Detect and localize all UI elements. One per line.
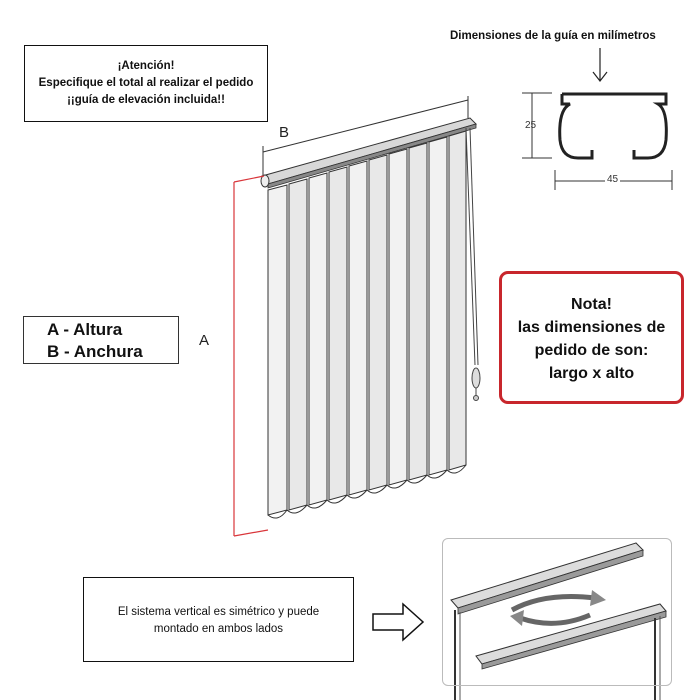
illustration-frame xyxy=(442,538,672,686)
note-title: Nota! xyxy=(571,296,612,313)
guide-height-value: 25 xyxy=(525,120,537,131)
width-label: B xyxy=(279,124,290,141)
guide-dimensions-title: Dimensiones de la guía en milímetros xyxy=(450,30,656,42)
attention-title: ¡Atención! xyxy=(117,60,175,72)
legend-height: A - Altura xyxy=(47,320,123,339)
guide-profile xyxy=(560,94,667,158)
guide-arrow xyxy=(593,48,607,81)
blind-slats xyxy=(268,131,466,518)
note-line-2: las dimensiones de xyxy=(517,319,666,336)
height-label: A xyxy=(199,332,210,349)
guide-width-value: 45 xyxy=(607,174,619,185)
height-dimension-line xyxy=(234,176,268,536)
attention-instruction: Especifique el total al realizar el pedido xyxy=(38,77,254,89)
system-text-line-1: El sistema vertical es simétrico y puede xyxy=(117,606,320,618)
right-arrow-icon xyxy=(373,604,423,640)
legend-width: B - Anchura xyxy=(47,342,143,361)
pull-cord xyxy=(466,128,480,401)
attention-note: ¡¡guía de elevación incluida!! xyxy=(67,94,225,106)
system-text-line-2: montado en ambos lados xyxy=(153,623,284,635)
note-line-4: largo x alto xyxy=(548,365,635,382)
note-line-3: pedido de son: xyxy=(534,342,649,359)
